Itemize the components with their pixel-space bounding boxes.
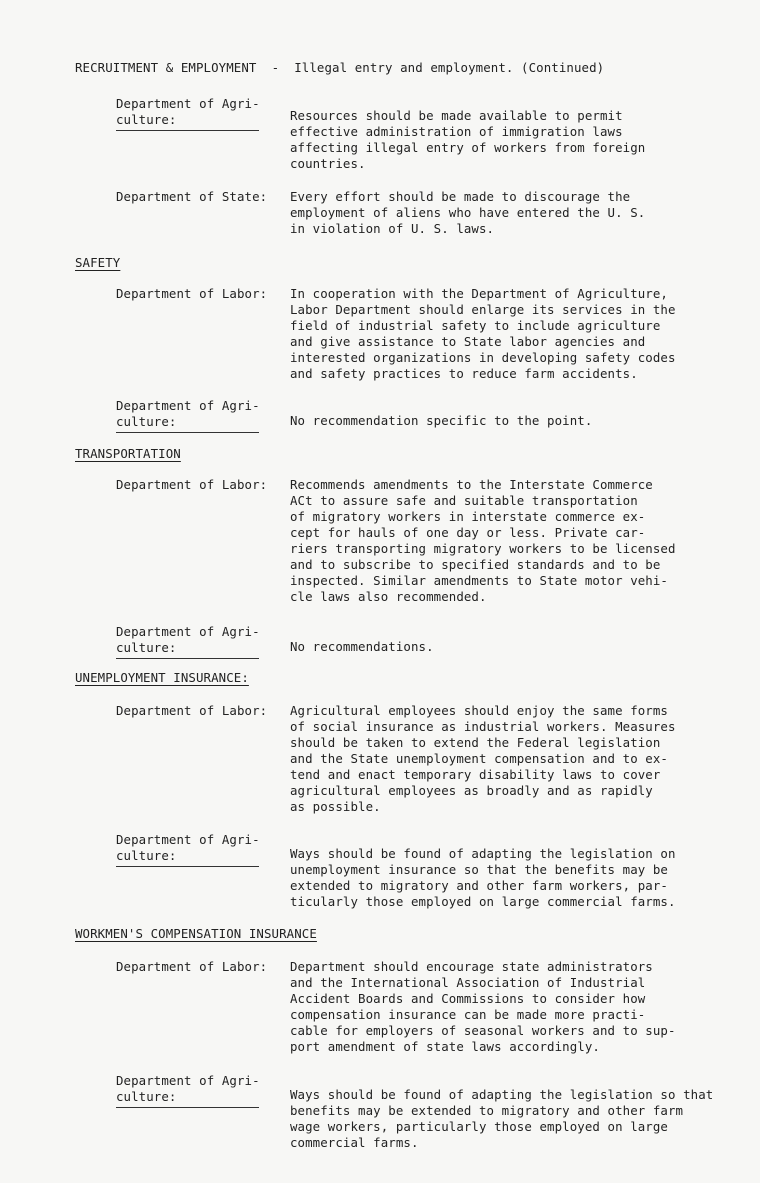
paragraph-line: ticularly those employed on large commercial farms. bbox=[290, 894, 676, 909]
section-title: WORKMEN'S COMPENSATION INSURANCE bbox=[75, 926, 317, 941]
heading-subtitle: - Illegal entry and employment. (Continued) bbox=[271, 60, 605, 75]
paragraph-line: Labor Department should enlarge its services in the bbox=[290, 302, 676, 317]
paragraph-line: inspected. Similar amendments to State motor vehi- bbox=[290, 573, 668, 588]
paragraph-line: Every effort should be made to discourage the bbox=[290, 189, 631, 204]
paragraph-line: ACt to assure safe and suitable transportation bbox=[290, 493, 638, 508]
paragraph-line: extended to migratory and other farm workers, par- bbox=[290, 878, 668, 893]
paragraph-line: cable for employers of seasonal workers and to sup- bbox=[290, 1023, 676, 1038]
paragraph-line: agricultural employees as broadly and as rapidly bbox=[290, 783, 653, 798]
paragraph-line: Ways should be found of adapting the legislation on bbox=[290, 846, 676, 861]
paragraph-line: and safety practices to reduce farm accidents. bbox=[290, 366, 638, 381]
paragraph-line: compensation insurance can be made more practi- bbox=[290, 1007, 646, 1022]
dept-label-line: Department of Agri- bbox=[116, 832, 260, 847]
dept-label: Department of Labor: bbox=[116, 703, 268, 718]
section-title: UNEMPLOYMENT INSURANCE: bbox=[75, 670, 249, 685]
dept-label: Department of State: bbox=[116, 189, 268, 204]
dept-label-underlined: culture: bbox=[116, 112, 259, 131]
dept-label-underlined: culture: bbox=[116, 414, 259, 433]
paragraph-line: wage workers, particularly those employed on large bbox=[290, 1119, 668, 1134]
paragraph-line: unemployment insurance so that the benefits may be bbox=[290, 862, 668, 877]
paragraph-line: and the International Association of Industrial bbox=[290, 975, 646, 990]
paragraph-line: cle laws also recommended. bbox=[290, 589, 487, 604]
paragraph-line: tend and enact temporary disability laws to cover bbox=[290, 767, 661, 782]
paragraph-line: field of industrial safety to include agriculture bbox=[290, 318, 661, 333]
paragraph-line: No recommendations. bbox=[290, 639, 434, 654]
dept-label-underlined: culture: bbox=[116, 640, 259, 659]
paragraph-line: countries. bbox=[290, 156, 366, 171]
paragraph-line: Department should encourage state administrators bbox=[290, 959, 653, 974]
paragraph-line: affecting illegal entry of workers from foreign bbox=[290, 140, 646, 155]
paragraph-line: Accident Boards and Commissions to consider how bbox=[290, 991, 646, 1006]
dept-label-underlined: culture: bbox=[116, 848, 259, 867]
paragraph-line: should be taken to extend the Federal legislation bbox=[290, 735, 661, 750]
dept-label-underlined: culture: bbox=[116, 1089, 259, 1108]
dept-label: Department of Labor: bbox=[116, 286, 268, 301]
paragraph-line: benefits may be extended to migratory and other farm bbox=[290, 1103, 684, 1118]
paragraph-line: In cooperation with the Department of Agriculture, bbox=[290, 286, 668, 301]
paragraph-line: riers transporting migratory workers to be licensed bbox=[290, 541, 676, 556]
section-title: TRANSPORTATION bbox=[75, 446, 181, 461]
paragraph-line: Ways should be found of adapting the legislation so that bbox=[290, 1087, 714, 1102]
paragraph-line: in violation of U. S. laws. bbox=[290, 221, 495, 236]
page-heading bbox=[75, 60, 604, 76]
paragraph-line: of social insurance as industrial workers. Measures bbox=[290, 719, 676, 734]
paragraph-line: Resources should be made available to permit bbox=[290, 108, 623, 123]
paragraph-line: and to subscribe to specified standards and to be bbox=[290, 557, 661, 572]
paragraph-line: employment of aliens who have entered the U. S. bbox=[290, 205, 646, 220]
dept-label: Department of Labor: bbox=[116, 959, 268, 974]
paragraph-line: interested organizations in developing safety codes bbox=[290, 350, 676, 365]
paragraph-line: No recommendation specific to the point. bbox=[290, 413, 593, 428]
paragraph-line: effective administration of immigration laws bbox=[290, 124, 623, 139]
paragraph-line: Agricultural employees should enjoy the same forms bbox=[290, 703, 668, 718]
paragraph-line: as possible. bbox=[290, 799, 381, 814]
paragraph-line: of migratory workers in interstate commerce ex- bbox=[290, 509, 646, 524]
paragraph-line: and give assistance to State labor agencies and bbox=[290, 334, 646, 349]
dept-label-line: Department of Agri- bbox=[116, 1073, 260, 1088]
section-title: SAFETY bbox=[75, 255, 121, 270]
dept-label-line: Department of Agri- bbox=[116, 398, 260, 413]
paragraph-line: port amendment of state laws accordingly. bbox=[290, 1039, 600, 1054]
paragraph-line: and the State unemployment compensation and to ex- bbox=[290, 751, 668, 766]
paragraph-line: cept for hauls of one day or less. Private car- bbox=[290, 525, 646, 540]
heading-title: RECRUITMENT & EMPLOYMENT bbox=[75, 60, 257, 75]
paragraph-line: Recommends amendments to the Interstate Commerce bbox=[290, 477, 653, 492]
dept-label-line: Department of Agri- bbox=[116, 624, 260, 639]
paragraph-line: commercial farms. bbox=[290, 1135, 419, 1150]
dept-label-line: Department of Agri- bbox=[116, 96, 260, 111]
dept-label: Department of Labor: bbox=[116, 477, 268, 492]
